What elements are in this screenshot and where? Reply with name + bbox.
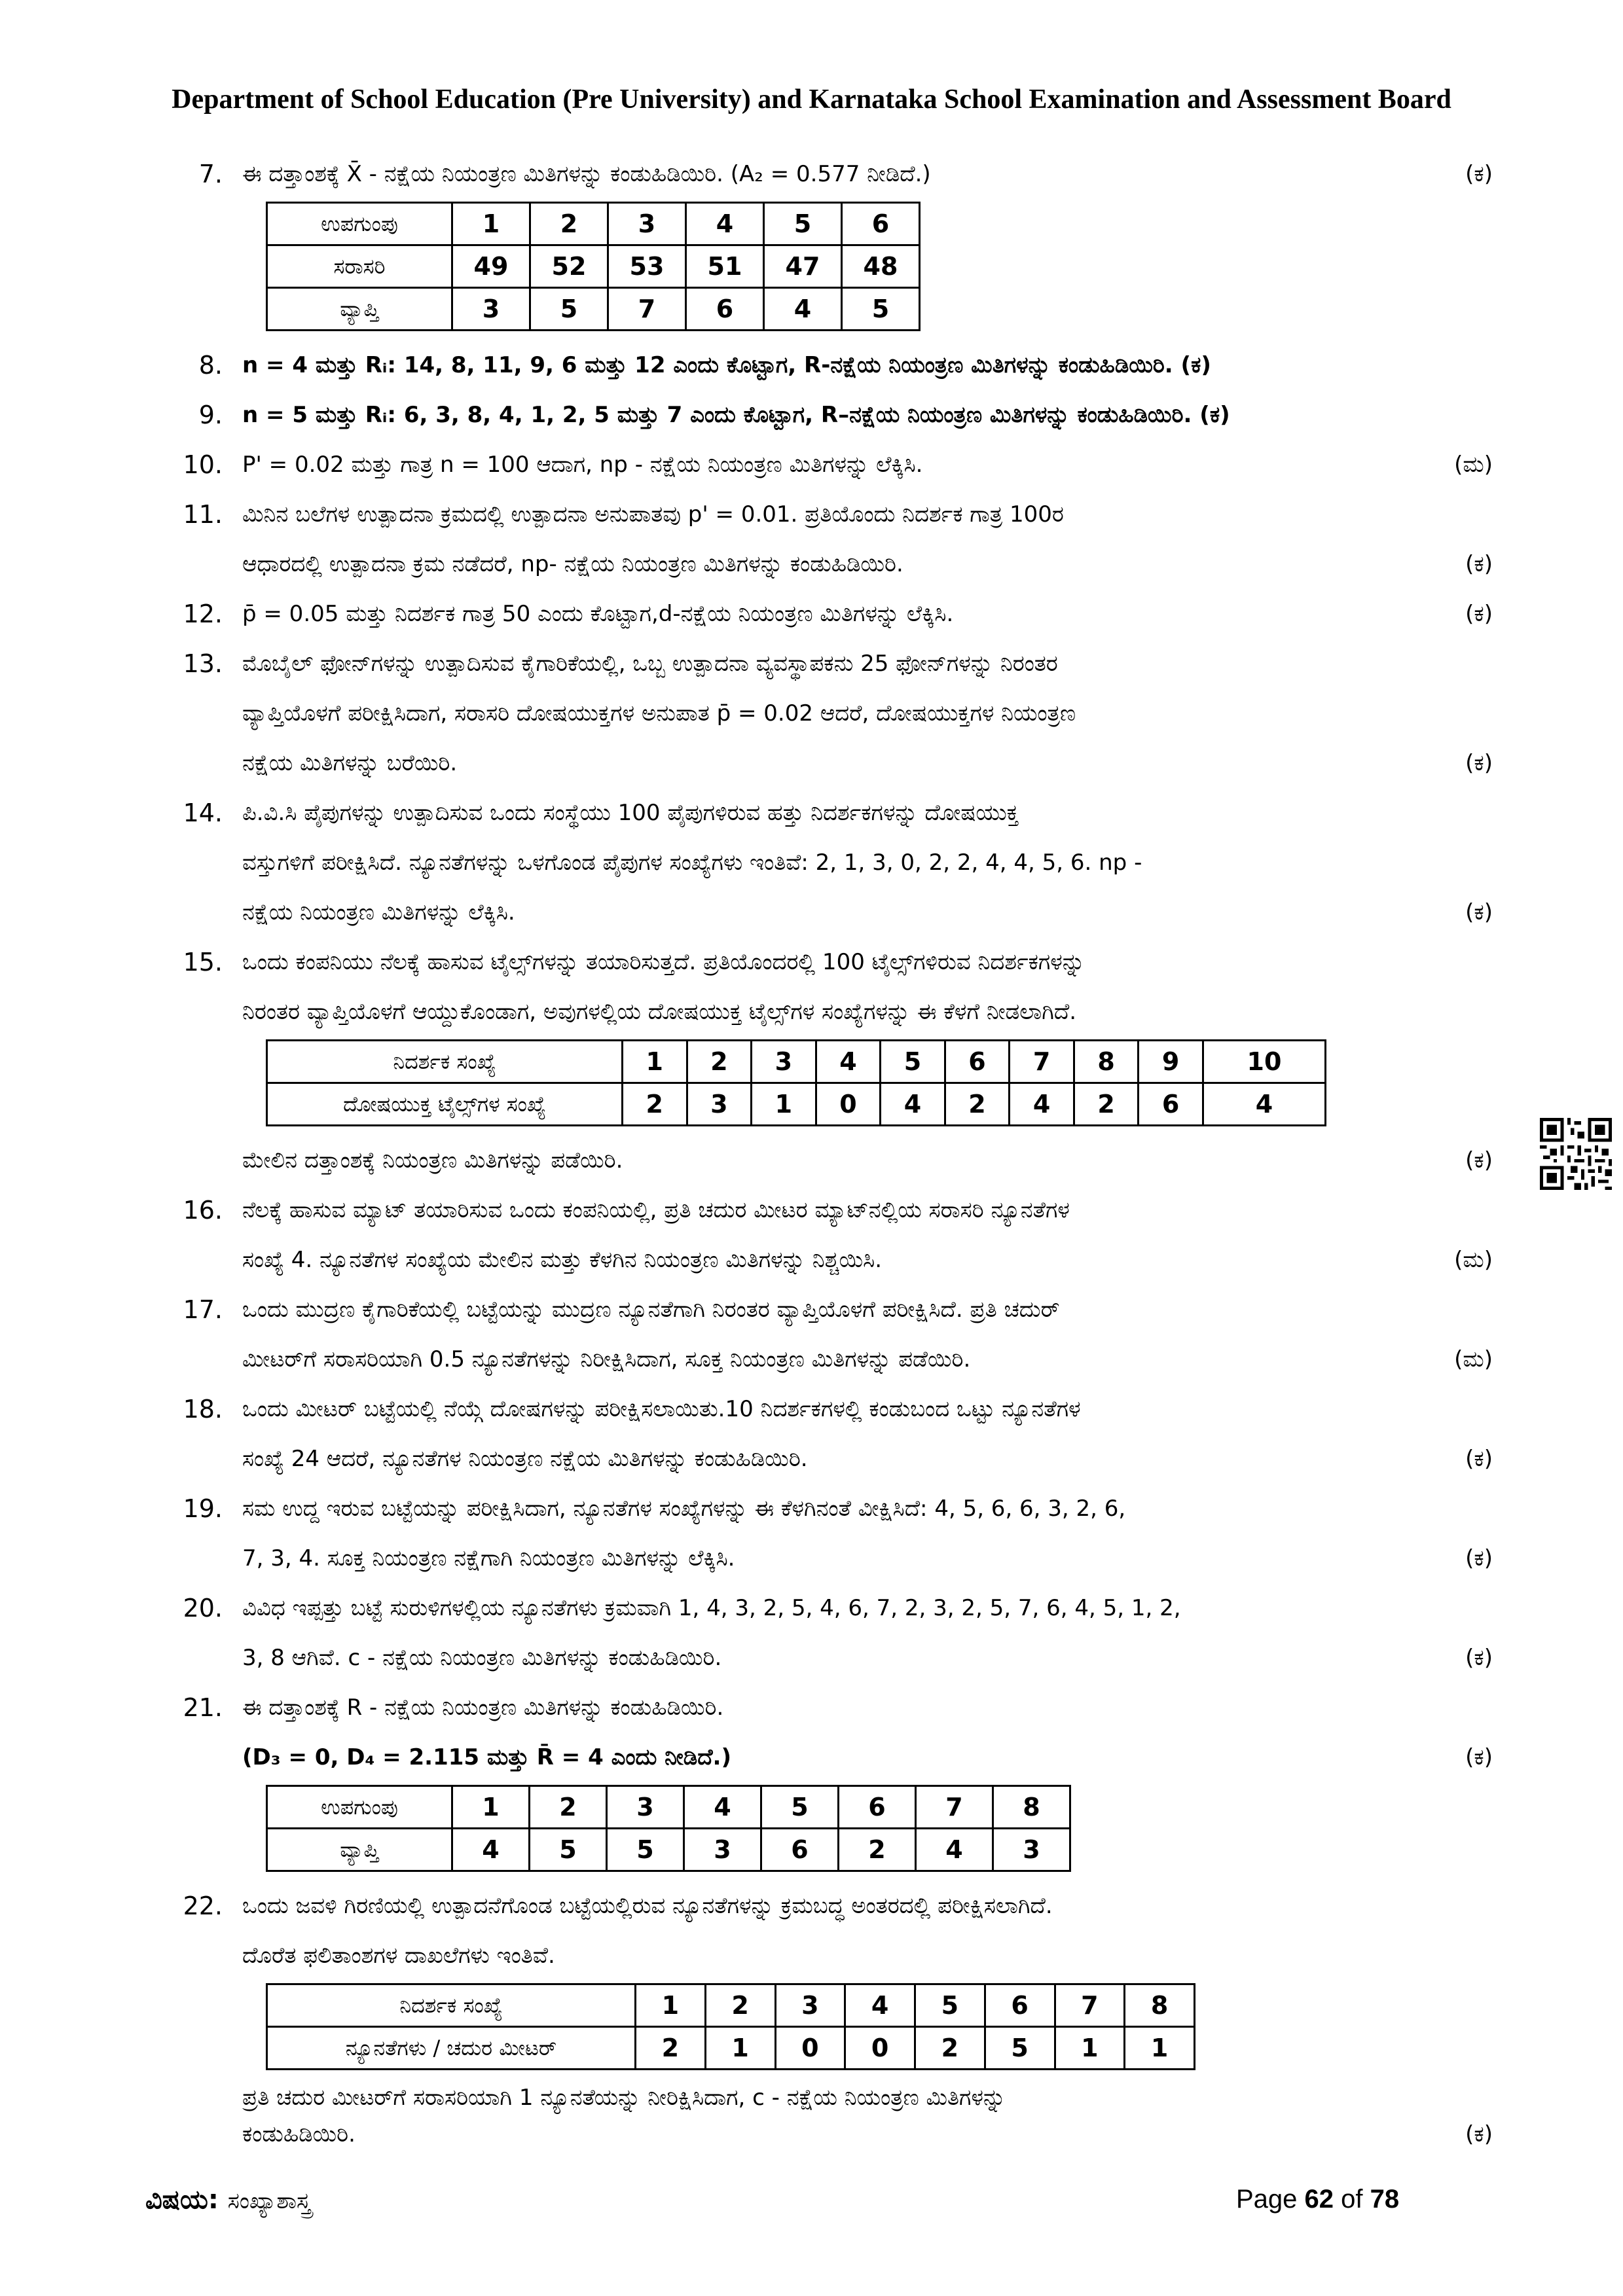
- question-number: 14.: [183, 798, 223, 827]
- table-cell: 1: [636, 1984, 706, 2027]
- table-cell: 3: [608, 203, 686, 245]
- tiles-table: [266, 1039, 1326, 1126]
- table-cell: 4: [764, 288, 842, 331]
- table-cell: 1: [752, 1083, 816, 1126]
- table-cell: 1: [705, 2027, 775, 2070]
- question-text: ವಸ್ತುಗಳಿಗೆ ಪರೀಕ್ಷಿಸಿದೆ. ನ್ಯೂನತೆಗಳನ್ನು ಒಳಗೊಂಡ ಪೈಪುಗಳ ಸಂಖ್ಯೆಗಳು ಇಂತಿವೆ: 2, 1, 3, 0, 2, 2, 4, 4, 5, 6. np -: [242, 850, 1142, 876]
- question-text: ಸಂಖ್ಯೆ 4. ನ್ಯೂನತೆಗಳ ಸಂಖ್ಯೆಯ ಮೇಲಿನ ಮತ್ತು ಕೆಳಗಿನ ನಿಯಂತ್ರಣ ಮಿತಿಗಳನ್ನು ನಿಶ್ಚಯಿಸಿ.: [242, 1247, 883, 1273]
- footer-subject: [145, 2185, 311, 2215]
- question-text: ಪಿ.ವಿ.ಸಿ ಪೈಪುಗಳನ್ನು ಉತ್ಪಾದಿಸುವ ಒಂದು ಸಂಸ್ಥೆಯು 100 ಪೈಪುಗಳಿರುವ ಹತ್ತು ನಿದರ್ಶಕಗಳನ್ನು ದೋಷಯುಕ್ತ: [242, 800, 1019, 826]
- qr-code-icon: [1540, 1118, 1612, 1190]
- table-cell: ಉಪಗುಂಪು: [267, 203, 452, 245]
- question-10: [177, 440, 1493, 490]
- table-cell: 7: [1010, 1041, 1074, 1083]
- table-cell: 2: [623, 1083, 687, 1126]
- table-cell: 1: [1055, 2027, 1125, 2070]
- question-mark: (ಕ): [1465, 750, 1493, 776]
- table-cell: ನ್ಯೂನತೆಗಳು / ಚದುರ ಮೀಟರ್: [267, 2027, 636, 2070]
- question-20: [177, 1583, 1493, 1683]
- question-mark: (ಮ): [1454, 452, 1493, 478]
- subject-label: ವಿಷಯ:: [145, 2185, 219, 2215]
- table-cell: 4: [452, 1829, 530, 1871]
- question-text: ಮೇಲಿನ ದತ್ತಾಂಶಕ್ಕೆ ನಿಯಂತ್ರಣ ಮಿತಿಗಳನ್ನು ಪಡೆಯಿರಿ.: [242, 1147, 623, 1174]
- table-cell: 5: [764, 203, 842, 245]
- question-number: 11.: [183, 500, 223, 529]
- question-text: p̄ = 0.05 ಮತ್ತು ನಿದರ್ಶಕ ಗಾತ್ರ 50 ಎಂದು ಕೊಟ್ಟಾಗ,d-ನಕ್ಷೆಯ ನಿಯಂತ್ರಣ ಮಿತಿಗಳನ್ನು ಲೆಕ್ಕಿಸಿ.: [242, 601, 954, 627]
- question-mark: (ಕ): [1465, 1645, 1493, 1671]
- question-text: ಈ ದತ್ತಾಂಶಕ್ಕೆ X̄ - ನಕ್ಷೆಯ ನಿಯಂತ್ರಣ ಮಿತಿಗಳನ್ನು ಕಂಡುಹಿಡಿಯಿರಿ. (A₂ = 0.577 ನೀಡಿದೆ.): [242, 161, 931, 187]
- table-cell: 4: [845, 1984, 915, 2027]
- table-cell: 49: [452, 245, 530, 288]
- question-9: [177, 390, 1493, 440]
- defects-table: [266, 1983, 1195, 2070]
- page-current: 62: [1304, 2185, 1334, 2214]
- table-cell: 53: [608, 245, 686, 288]
- table-cell: 7: [608, 288, 686, 331]
- table-cell: 3: [607, 1786, 684, 1829]
- question-number: 10.: [183, 450, 223, 479]
- table-cell: 8: [1125, 1984, 1195, 2027]
- table-cell: 3: [687, 1083, 752, 1126]
- table-cell: 4: [1010, 1083, 1074, 1126]
- table-cell: 4: [916, 1829, 993, 1871]
- question-text: ಸಮ ಉದ್ದ ಇರುವ ಬಟ್ಟೆಯನ್ನು ಪರೀಕ್ಷಿಸಿದಾಗ, ನ್ಯೂನತೆಗಳ ಸಂಖ್ಯೆಗಳನ್ನು ಈ ಕೆಳಗಿನಂತೆ ವೀಕ್ಷಿಸಿದೆ: 4, 5, 6, 6, 3, 2, 6,: [242, 1496, 1126, 1522]
- table-cell: 5: [915, 1984, 985, 2027]
- question-mark: (ಕ): [1465, 1147, 1493, 1174]
- range-table: [266, 1785, 1071, 1872]
- table-cell: 5: [881, 1041, 945, 1083]
- table-cell: 1: [452, 1786, 530, 1829]
- question-mark: (ಕ): [1465, 161, 1493, 187]
- table-cell: 2: [636, 2027, 706, 2070]
- question-number: 13.: [183, 649, 223, 678]
- table-cell: 3: [775, 1984, 845, 2027]
- question-mark: (ಕ): [1465, 899, 1493, 925]
- table-cell: 6: [761, 1829, 839, 1871]
- table-cell: 6: [839, 1786, 916, 1829]
- table-cell: 7: [916, 1786, 993, 1829]
- question-12: [177, 589, 1493, 639]
- question-21: [177, 1683, 1493, 1872]
- table-cell: 6: [945, 1041, 1010, 1083]
- question-mark: (ಕ): [1465, 551, 1493, 577]
- table-cell: 6: [985, 1984, 1055, 2027]
- question-text: ಮಿನಿನ ಬಲೆಗಳ ಉತ್ಪಾದನಾ ಕ್ರಮದಲ್ಲಿ ಉತ್ಪಾದನಾ ಅನುಪಾತವು p' = 0.01. ಪ್ರತಿಯೊಂದು ನಿದರ್ಶಕ ಗಾತ್ರ 100ರ: [242, 501, 1064, 528]
- question-number: 22.: [183, 1892, 223, 1920]
- page-total: 78: [1370, 2185, 1400, 2214]
- table-cell: ನಿದರ್ಶಕ ಸಂಖ್ಯೆ: [267, 1041, 623, 1083]
- table-cell: 0: [816, 1083, 881, 1126]
- table-cell: ದೋಷಯುಕ್ತ ಟೈಲ್ಸ್‌ಗಳ ಸಂಖ್ಯೆ: [267, 1083, 623, 1126]
- table-cell: ಸರಾಸರಿ: [267, 245, 452, 288]
- table-cell: 5: [530, 1829, 607, 1871]
- table-cell: 48: [842, 245, 920, 288]
- question-13: [177, 639, 1493, 788]
- table-cell: 5: [530, 288, 608, 331]
- table-cell: 3: [993, 1829, 1070, 1871]
- question-text: ಪ್ರತಿ ಚದುರ ಮೀಟರ್‌ಗೆ ಸರಾಸರಿಯಾಗಿ 1 ನ್ಯೂನತೆಯನ್ನು ನೀರಿಕ್ಷಿಸಿದಾಗ, c - ನಕ್ಷೆಯ ನಿಯಂತ್ರಣ ಮಿತಿಗಳನ್ನು: [242, 2085, 1006, 2111]
- table-cell: 8: [993, 1786, 1070, 1829]
- question-text: ದೊರೆತ ಫಲಿತಾಂಶಗಳ ದಾಖಲೆಗಳು ಇಂತಿವೆ.: [242, 1943, 555, 1969]
- table-cell: 4: [816, 1041, 881, 1083]
- question-14: [177, 788, 1493, 937]
- table-cell: 1: [1125, 2027, 1195, 2070]
- question-text: ಮೊಬೈಲ್ ಫೋನ್‌ಗಳನ್ನು ಉತ್ಪಾದಿಸುವ ಕೈಗಾರಿಕೆಯಲ್ಲಿ, ಒಬ್ಬ ಉತ್ಪಾದನಾ ವ್ಯವಸ್ಥಾಪಕನು 25 ಫೋನ್‌ಗಳನ್ನು ನಿರಂತರ: [242, 651, 1058, 677]
- table-cell: 51: [686, 245, 764, 288]
- table-cell: ವ್ಯಾಪ್ತಿ: [267, 288, 452, 331]
- question-11: [177, 490, 1493, 589]
- table-cell: 2: [530, 203, 608, 245]
- question-mark: (ಕ): [1465, 1744, 1493, 1770]
- question-text: ನಕ್ಷೆಯ ನಿಯಂತ್ರಣ ಮಿತಿಗಳನ್ನು ಲೆಕ್ಕಿಸಿ.: [242, 899, 515, 925]
- table-cell: 6: [1139, 1083, 1203, 1126]
- question-text: 7, 3, 4. ಸೂಕ್ತ ನಿಯಂತ್ರಣ ನಕ್ಷೆಗಾಗಿ ನಿಯಂತ್ರಣ ಮಿತಿಗಳನ್ನು ಲೆಕ್ಕಿಸಿ.: [242, 1545, 735, 1571]
- question-mark: (ಮ): [1454, 1247, 1493, 1273]
- table-cell: 3: [684, 1829, 761, 1871]
- question-22: [177, 1881, 1493, 2153]
- table-cell: 0: [845, 2027, 915, 2070]
- question-17: [177, 1285, 1493, 1384]
- table-cell: 5: [842, 288, 920, 331]
- question-number: 15.: [183, 948, 223, 977]
- question-number: 18.: [183, 1395, 223, 1424]
- table-cell: 10: [1203, 1041, 1325, 1083]
- question-mark: (ಕ): [1465, 2121, 1493, 2147]
- page-header: Department of School Education (Pre University) and Karnataka School Examination and Assessment Board: [172, 84, 1451, 115]
- question-text: ನೆಲಕ್ಕೆ ಹಾಸುವ ಮ್ಯಾಟ್ ತಯಾರಿಸುವ ಒಂದು ಕಂಪನಿಯಲ್ಲಿ, ಪ್ರತಿ ಚದುರ ಮೀಟರ ಮ್ಯಾಟ್‌ನಲ್ಲಿಯ ಸರಾಸರಿ ನ್ಯೂನತೆಗಳ: [242, 1197, 1070, 1223]
- question-text: ನಿರಂತರ ವ್ಯಾಪ್ತಿಯೊಳಗೆ ಆಯ್ದುಕೊಂಡಾಗ, ಅವುಗಳಲ್ಲಿಯ ದೋಷಯುಕ್ತ ಟೈಲ್ಸ್‌ಗಳ ಸಂಖ್ಯೆಗಳನ್ನು ಈ ಕೆಳಗೆ ನೀಡಲಾಗಿದೆ.: [242, 999, 1077, 1025]
- table-cell: 4: [1203, 1083, 1325, 1126]
- question-number: 21.: [183, 1693, 223, 1722]
- page-number: [1236, 2185, 1399, 2214]
- question-number: 20.: [183, 1594, 223, 1623]
- table-cell: 4: [881, 1083, 945, 1126]
- table-cell: ನಿದರ್ಶಕ ಸಂಖ್ಯೆ: [267, 1984, 636, 2027]
- question-19: [177, 1484, 1493, 1583]
- table-cell: 2: [839, 1829, 916, 1871]
- question-text: ಈ ದತ್ತಾಂಶಕ್ಕೆ R - ನಕ್ಷೆಯ ನಿಯಂತ್ರಣ ಮಿತಿಗಳನ್ನು ಕಂಡುಹಿಡಿಯಿರಿ.: [242, 1695, 724, 1721]
- table-cell: 1: [623, 1041, 687, 1083]
- table-cell: 5: [985, 2027, 1055, 2070]
- question-number: 7.: [198, 160, 223, 188]
- question-text: ಒಂದು ಕಂಪನಿಯು ನೆಲಕ್ಕೆ ಹಾಸುವ ಟೈಲ್ಸ್‌ಗಳನ್ನು ತಯಾರಿಸುತ್ತದೆ. ಪ್ರತಿಯೊಂದರಲ್ಲಿ 100 ಟೈಲ್ಸ್‌ಗಳಿರುವ ನಿದರ್ಶಕಗಳನ್ನು: [242, 949, 1085, 975]
- question-list: [177, 149, 1493, 2153]
- question-7: [177, 149, 1493, 331]
- table-cell: 2: [945, 1083, 1010, 1126]
- question-text: 3, 8 ಆಗಿವೆ. c - ನಕ್ಷೆಯ ನಿಯಂತ್ರಣ ಮಿತಿಗಳನ್ನು ಕಂಡುಹಿಡಿಯಿರಿ.: [242, 1645, 722, 1671]
- table-cell: 7: [1055, 1984, 1125, 2027]
- table-cell: 5: [607, 1829, 684, 1871]
- question-mark: (ಕ): [1465, 1446, 1493, 1472]
- table-cell: 52: [530, 245, 608, 288]
- table-cell: 3: [752, 1041, 816, 1083]
- question-text: ಒಂದು ಮೀಟರ್ ಬಟ್ಟೆಯಲ್ಲಿ ನೆಯ್ಗೆ ದೋಷಗಳನ್ನು ಪರೀಕ್ಷಿಸಲಾಯಿತು.10 ನಿದರ್ಶಕಗಳಲ್ಲಿ ಕಂಡುಬಂದ ಒಟ್ಟು ನ್ಯೂನತೆಗಳ: [242, 1396, 1081, 1422]
- table-cell: 2: [687, 1041, 752, 1083]
- table-cell: 2: [705, 1984, 775, 2027]
- question-number: 8.: [198, 351, 223, 380]
- table-cell: 4: [686, 203, 764, 245]
- question-text: n = 4 ಮತ್ತು Rᵢ: 14, 8, 11, 9, 6 ಮತ್ತು 12 ಎಂದು ಕೊಟ್ಟಾಗ, R-ನಕ್ಷೆಯ ನಿಯಂತ್ರಣ ಮಿತಿಗಳನ್ನು ಕಂಡುಹಿಡಿಯಿರಿ. (ಕ): [242, 352, 1211, 378]
- table-cell: 1: [452, 203, 530, 245]
- table-cell: 9: [1139, 1041, 1203, 1083]
- question-text: ಒಂದು ಜವಳಿ ಗಿರಣಿಯಲ್ಲಿ ಉತ್ಪಾದನೆಗೊಂಡ ಬಟ್ಟೆಯಲ್ಲಿರುವ ನ್ಯೂನತೆಗಳನ್ನು ಕ್ರಮಬದ್ಧ ಅಂತರದಲ್ಲಿ ಪರೀಕ್ಷಿಸಲಾಗಿದೆ.: [242, 1893, 1053, 1919]
- question-text: ವಿವಿಧ ಇಪ್ಪತ್ತು ಬಟ್ಟೆ ಸುರುಳಿಗಳಲ್ಲಿಯ ನ್ಯೂನತೆಗಳು ಕ್ರಮವಾಗಿ 1, 4, 3, 2, 5, 4, 6, 7, 2, 3, 2, 5, 7, 6, 4, 5, 1, 2,: [242, 1595, 1181, 1621]
- question-16: [177, 1185, 1493, 1285]
- table-cell: 6: [686, 288, 764, 331]
- table-cell: 47: [764, 245, 842, 288]
- question-text: ಆಧಾರದಲ್ಲಿ ಉತ್ಪಾದನಾ ಕ್ರಮ ನಡೆದರೆ, np- ನಕ್ಷೆಯ ನಿಯಂತ್ರಣ ಮಿತಿಗಳನ್ನು ಕಂಡುಹಿಡಿಯಿರಿ.: [242, 551, 903, 577]
- question-text: ವ್ಯಾಪ್ತಿಯೊಳಗೆ ಪರೀಕ್ಷಿಸಿದಾಗ, ಸರಾಸರಿ ದೋಷಯುಕ್ತಗಳ ಅನುಪಾತ p̄ = 0.02 ಆದರೆ, ದೋಷಯುಕ್ತಗಳ ನಿಯಂತ್ರಣ: [242, 700, 1076, 726]
- question-number: 19.: [183, 1494, 223, 1523]
- question-15: [177, 937, 1493, 1185]
- question-text: ಮೀಟರ್‌ಗೆ ಸರಾಸರಿಯಾಗಿ 0.5 ನ್ಯೂನತೆಗಳನ್ನು ನಿರೀಕ್ಷಿಸಿದಾಗ, ಸೂಕ್ತ ನಿಯಂತ್ರಣ ಮಿತಿಗಳನ್ನು ಪಡೆಯಿರಿ.: [242, 1346, 971, 1372]
- table-cell: 2: [1074, 1083, 1139, 1126]
- question-mark: (ಕ): [1465, 1545, 1493, 1571]
- question-text: ಕಂಡುಹಿಡಿಯಿರಿ.: [242, 2121, 356, 2147]
- question-text: ಸಂಖ್ಯೆ 24 ಆದರೆ, ನ್ಯೂನತೆಗಳ ನಿಯಂತ್ರಣ ನಕ್ಷೆಯ ಮಿತಿಗಳನ್ನು ಕಂಡುಹಿಡಿಯಿರಿ.: [242, 1446, 808, 1472]
- question-mark: (ಮ): [1454, 1346, 1493, 1372]
- table-cell: ಉಪಗುಂಪು: [267, 1786, 452, 1829]
- table-cell: 2: [530, 1786, 607, 1829]
- question-number: 9.: [198, 401, 223, 429]
- question-text: (D₃ = 0, D₄ = 2.115 ಮತ್ತು R̄ = 4 ಎಂದು ನೀಡಿದೆ.): [242, 1744, 732, 1770]
- question-mark: (ಕ): [1465, 601, 1493, 627]
- page-prefix: Page: [1236, 2185, 1298, 2214]
- table-cell: 8: [1074, 1041, 1139, 1083]
- question-text: P' = 0.02 ಮತ್ತು ಗಾತ್ರ n = 100 ಆದಾಗ, np - ನಕ್ಷೆಯ ನಿಯಂತ್ರಣ ಮಿತಿಗಳನ್ನು ಲೆಕ್ಕಿಸಿ.: [242, 452, 923, 478]
- table-cell: 2: [915, 2027, 985, 2070]
- table-cell: 3: [452, 288, 530, 331]
- question-text: ಒಂದು ಮುದ್ರಣ ಕೈಗಾರಿಕೆಯಲ್ಲಿ ಬಟ್ಟೆಯನ್ನು ಮುದ್ರಣ ನ್ಯೂನತೆಗಾಗಿ ನಿರಂತರ ವ್ಯಾಪ್ತಿಯೊಳಗೆ ಪರೀಕ್ಷಿಸಿದೆ. ಪ್ರತಿ ಚದುರ್: [242, 1297, 1060, 1323]
- question-number: 16.: [183, 1196, 223, 1225]
- subject-name: ಸಂಖ್ಯಾಶಾಸ್ತ್ರ: [227, 2188, 311, 2214]
- table-cell: ವ್ಯಾಪ್ತಿ: [267, 1829, 452, 1871]
- question-18: [177, 1384, 1493, 1484]
- question-number: 17.: [183, 1295, 223, 1324]
- question-8: [177, 340, 1493, 390]
- table-cell: 0: [775, 2027, 845, 2070]
- table-cell: 4: [684, 1786, 761, 1829]
- question-number: 12.: [183, 600, 223, 628]
- question-text: ನಕ್ಷೆಯ ಮಿತಿಗಳನ್ನು ಬರೆಯಿರಿ.: [242, 750, 458, 776]
- table-cell: 6: [842, 203, 920, 245]
- page-of: of: [1341, 2185, 1363, 2214]
- table-cell: 5: [761, 1786, 839, 1829]
- question-text: n = 5 ಮತ್ತು Rᵢ: 6, 3, 8, 4, 1, 2, 5 ಮತ್ತು 7 ಎಂದು ಕೊಟ್ಟಾಗ, R–ನಕ್ಷೆಯ ನಿಯಂತ್ರಣ ಮಿತಿಗಳನ್ನು ಕಂಡುಹಿಡಿಯಿರಿ. (ಕ): [242, 402, 1230, 428]
- subgroup-table: [266, 202, 921, 331]
